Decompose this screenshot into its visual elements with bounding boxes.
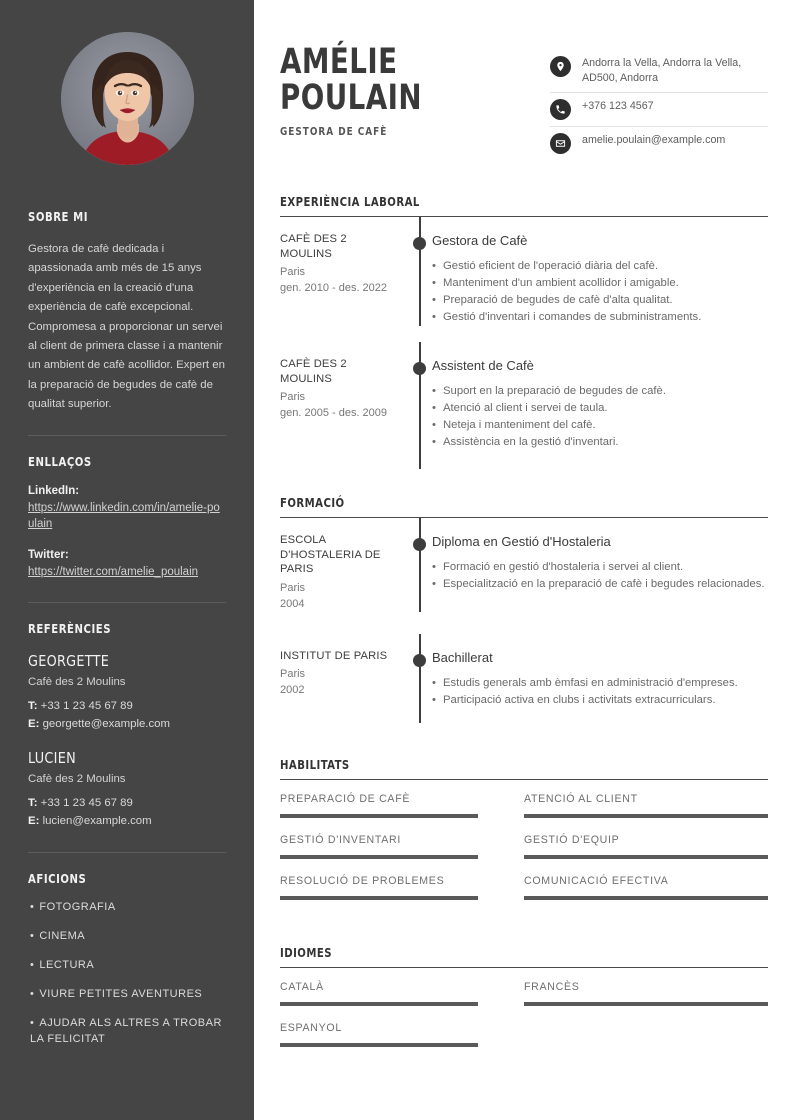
entry-meta	[280, 342, 408, 451]
entry-org: ESCOLA D'HOSTALERIA DE PARIS	[280, 534, 381, 575]
contact-row-phone	[550, 93, 768, 127]
bullet-text: Participació activa en clubs i activitats extracurriculars.	[443, 693, 716, 706]
entry-bullets	[432, 383, 768, 451]
experience-entry	[280, 217, 768, 326]
bullet-text: Gestió d'inventari i comandes de subministraments.	[443, 311, 702, 323]
phone-icon	[550, 99, 571, 120]
entry-role: Bachillerat	[432, 649, 493, 665]
skill-track	[524, 855, 768, 859]
bullet-text: Assistència en la gestió d'inventari.	[443, 436, 619, 448]
entry-meta	[280, 518, 408, 612]
language-item	[280, 1021, 524, 1047]
skill-fill	[280, 896, 478, 900]
bullet-icon: •	[432, 693, 436, 706]
entry-org: INSTITUT DE PARIS	[280, 649, 388, 662]
bullet-text: Suport en la preparació de begudes de cafè.	[443, 385, 666, 397]
language-label: FRANCÈS	[524, 980, 580, 993]
reference-name: GEORGETTE	[28, 652, 110, 671]
reference-phone-value: +33 1 23 45 67 89	[40, 700, 133, 713]
bullet	[432, 383, 768, 400]
language-track	[280, 1043, 478, 1047]
contact-row-email	[550, 127, 768, 160]
entry-meta	[280, 217, 408, 326]
bullet-icon: •	[432, 260, 436, 272]
hobby-label: CINEMA	[39, 930, 86, 943]
location-pin-icon	[550, 56, 571, 77]
entry-role: Assistent de Cafè	[432, 358, 534, 373]
education-entry	[280, 518, 768, 612]
skill-item	[524, 874, 768, 900]
language-fill	[280, 1002, 478, 1006]
language-label: ESPANYOL	[280, 1021, 342, 1034]
bullet-icon: •	[432, 676, 436, 689]
entry-body	[432, 634, 768, 709]
bullet-text: Estudis generals amb èmfasi en administració d'empreses.	[443, 676, 738, 689]
contact-block	[550, 44, 768, 160]
bullet-icon: •	[30, 930, 35, 943]
bullet-text: Formació en gestió d'hostaleria i servei al client.	[443, 561, 684, 573]
bullet-icon: •	[432, 311, 436, 323]
skill-label: PREPARACIÓ DE CAFÈ	[280, 792, 411, 805]
link-item	[28, 483, 226, 533]
skill-label: COMUNICACIÓ EFECTIVA	[524, 874, 669, 887]
bullet-icon: •	[432, 402, 436, 414]
bullet-icon: •	[432, 277, 436, 289]
portrait-illustration	[61, 32, 194, 165]
skill-label: GESTIÓ D'EQUIP	[524, 833, 620, 846]
sidebar	[0, 0, 254, 1120]
section-experience	[280, 194, 768, 451]
last-name: POULAIN	[280, 78, 423, 118]
hobby-item	[28, 1015, 226, 1047]
entry-city: Paris	[280, 668, 306, 680]
entry-city: Paris	[280, 391, 306, 403]
experience-entry	[280, 342, 768, 451]
reference-email	[28, 813, 226, 831]
bullet-text: Especialització en la preparació de cafè i begudes relacionades.	[443, 578, 765, 590]
timeline-dot	[413, 362, 426, 375]
bullet-icon: •	[432, 385, 436, 397]
resume-header	[280, 0, 768, 160]
skill-label: ATENCIÓ AL CLIENT	[524, 792, 638, 805]
entry-body	[432, 217, 768, 326]
timeline-marker	[408, 342, 432, 451]
reference-email-label: E:	[28, 717, 40, 730]
about-text: Gestora de cafè dedicada i apassionada amb més de 15 anys d'experiència en la creació d'una experiència de cafè excepcional. Compromesa a proporcionar un servei al client de primera classe i a mantenir un ambient de cafè acollidor. Expert en la preparació de begudes de cafè de qualitat superior.	[28, 243, 225, 411]
timeline-marker	[408, 634, 432, 709]
reference-item	[28, 748, 226, 830]
language-track	[524, 1002, 768, 1006]
bullet	[432, 258, 768, 275]
timeline-dot	[413, 237, 426, 250]
skill-item	[524, 792, 768, 818]
hobbies-heading: AFICIONS	[28, 871, 87, 887]
skill-track	[280, 855, 478, 859]
avatar	[61, 32, 194, 165]
hobby-label: LECTURA	[39, 959, 95, 972]
reference-phone-label: T:	[28, 700, 38, 713]
entry-dates: gen. 2005 - des. 2009	[280, 407, 388, 419]
bullet	[432, 434, 768, 451]
skill-track	[524, 814, 768, 818]
divider	[28, 852, 226, 853]
timeline-line	[419, 634, 421, 723]
bullet-icon: •	[432, 561, 436, 573]
skill-item	[280, 792, 524, 818]
entry-meta	[280, 634, 408, 709]
timeline-line	[419, 217, 421, 326]
entry-role: Diploma en Gestió d'Hostaleria	[432, 534, 611, 549]
name-block	[280, 44, 550, 160]
section-rule	[280, 779, 768, 780]
contact-row-address	[550, 50, 768, 93]
bullet	[432, 576, 768, 593]
first-name: AMÉLIE	[280, 42, 398, 82]
skill-fill	[524, 855, 768, 859]
entry-bullets	[432, 675, 768, 709]
entry-org: CAFÈ DES 2 MOULINS	[280, 233, 347, 260]
link-url-twitter[interactable]: https://twitter.com/amelie_poulain	[28, 565, 199, 578]
bullet-icon: •	[432, 578, 436, 590]
language-label: CATALÀ	[280, 980, 324, 993]
entry-dates: 2002	[280, 684, 305, 696]
reference-company: Cafè des 2 Moulins	[28, 676, 126, 689]
hobby-item	[28, 899, 226, 915]
skills-heading: HABILITATS	[280, 756, 350, 772]
language-item	[280, 980, 524, 1006]
skills-grid	[280, 792, 768, 915]
bullet	[432, 692, 768, 709]
bullet-icon: •	[432, 436, 436, 448]
entry-body	[432, 518, 768, 612]
skill-item	[280, 833, 524, 859]
experience-heading: EXPERIÈNCIA LABORAL	[280, 194, 420, 209]
about-heading: SOBRE MI	[28, 209, 89, 224]
entry-bullets	[432, 258, 768, 326]
bullet	[432, 675, 768, 692]
language-fill	[280, 1043, 478, 1047]
languages-heading: IDIOMES	[280, 944, 332, 960]
timeline-marker	[408, 217, 432, 326]
education-entry	[280, 634, 768, 709]
bullet-icon: •	[30, 988, 35, 1001]
job-title: GESTORA DE CAFÈ	[280, 125, 388, 138]
bullet-icon: •	[432, 294, 436, 306]
bullet	[432, 400, 768, 417]
skill-fill	[524, 896, 768, 900]
divider	[28, 602, 226, 603]
entry-city: Paris	[280, 581, 306, 594]
skill-track	[280, 896, 478, 900]
contact-address: Andorra la Vella, Andorra la Vella, AD500, Andorra	[582, 57, 742, 84]
education-heading: FORMACIÓ	[280, 495, 345, 510]
skill-item	[280, 874, 524, 900]
link-label-linkedin: LinkedIn:	[28, 484, 80, 497]
skill-fill	[524, 814, 768, 818]
language-fill	[524, 1002, 768, 1006]
bullet-text: Preparació de begudes de cafè d'alta qualitat.	[443, 294, 673, 306]
reference-email	[28, 716, 226, 734]
timeline-marker	[408, 518, 432, 612]
envelope-icon	[550, 133, 571, 154]
entry-bullets	[432, 559, 768, 593]
bullet-text: Gestió eficient de l'operació diària del cafè.	[443, 260, 659, 272]
link-item	[28, 547, 226, 581]
bullet-icon: •	[30, 1017, 35, 1030]
bullet	[432, 559, 768, 576]
reference-email-value: georgette@example.com	[42, 717, 170, 730]
contact-phone: +376 123 4567	[582, 100, 654, 112]
hobby-label: AJUDAR ALS ALTRES A TROBAR LA FELICITAT	[30, 1017, 222, 1046]
bullet-icon: •	[30, 901, 35, 914]
skill-label: GESTIÓ D'INVENTARI	[280, 833, 401, 846]
hobby-item	[28, 986, 226, 1002]
section-languages	[280, 945, 768, 1062]
section-education	[280, 495, 768, 709]
entry-body	[432, 342, 768, 451]
skill-track	[280, 814, 478, 818]
reference-email-label: E:	[28, 814, 40, 827]
bullet-icon: •	[432, 419, 436, 431]
bullet-icon: •	[30, 959, 35, 972]
language-track	[280, 1002, 478, 1006]
skill-track	[524, 896, 768, 900]
reference-phone-value: +33 1 23 45 67 89	[40, 797, 133, 810]
divider	[28, 435, 226, 436]
links-heading: ENLLAÇOS	[28, 453, 92, 469]
entry-dates: 2004	[280, 597, 305, 610]
bullet-text: Manteniment d'un ambient acollidor i amigable.	[443, 277, 679, 289]
main-content	[254, 0, 794, 1120]
contact-email: amelie.poulain@example.com	[582, 134, 726, 146]
section-rule	[280, 967, 768, 968]
skill-label: RESOLUCIÓ DE PROBLEMES	[280, 874, 445, 887]
reference-phone	[28, 698, 226, 716]
avatar-container	[28, 0, 226, 165]
bullet	[432, 292, 768, 309]
timeline-dot	[413, 654, 426, 667]
entry-org: CAFÈ DES 2 MOULINS	[280, 358, 347, 385]
hobby-item	[28, 957, 226, 973]
skill-fill	[280, 855, 478, 859]
reference-item	[28, 651, 226, 733]
references-heading: REFERÈNCIES	[28, 621, 112, 637]
section-skills	[280, 757, 768, 915]
skill-fill	[280, 814, 478, 818]
language-item	[524, 980, 768, 1006]
entry-dates: gen. 2010 - des. 2022	[280, 282, 388, 294]
languages-grid	[280, 980, 768, 1062]
entry-city: Paris	[280, 266, 306, 278]
bullet-text: Atenció al client i servei de taula.	[443, 402, 608, 414]
reference-phone	[28, 795, 226, 813]
reference-email-value: lucien@example.com	[42, 814, 152, 827]
link-label-twitter: Twitter:	[28, 548, 69, 561]
reference-phone-label: T:	[28, 797, 38, 810]
bullet	[432, 309, 768, 326]
bullet	[432, 417, 768, 434]
bullet-text: Neteja i manteniment del cafè.	[443, 419, 596, 431]
hobby-label: FOTOGRAFIA	[39, 901, 116, 914]
reference-company: Cafè des 2 Moulins	[28, 773, 126, 786]
timeline-line	[419, 518, 421, 612]
bullet	[432, 275, 768, 292]
hobby-label: VIURE PETITES AVENTURES	[39, 988, 203, 1001]
skill-item	[524, 833, 768, 859]
hobby-item	[28, 928, 226, 944]
reference-name: LUCIEN	[28, 749, 76, 768]
entry-role: Gestora de Cafè	[432, 233, 528, 248]
timeline-dot	[413, 538, 426, 551]
link-url-linkedin[interactable]: https://www.linkedin.com/in/amelie-poulain	[28, 501, 220, 531]
